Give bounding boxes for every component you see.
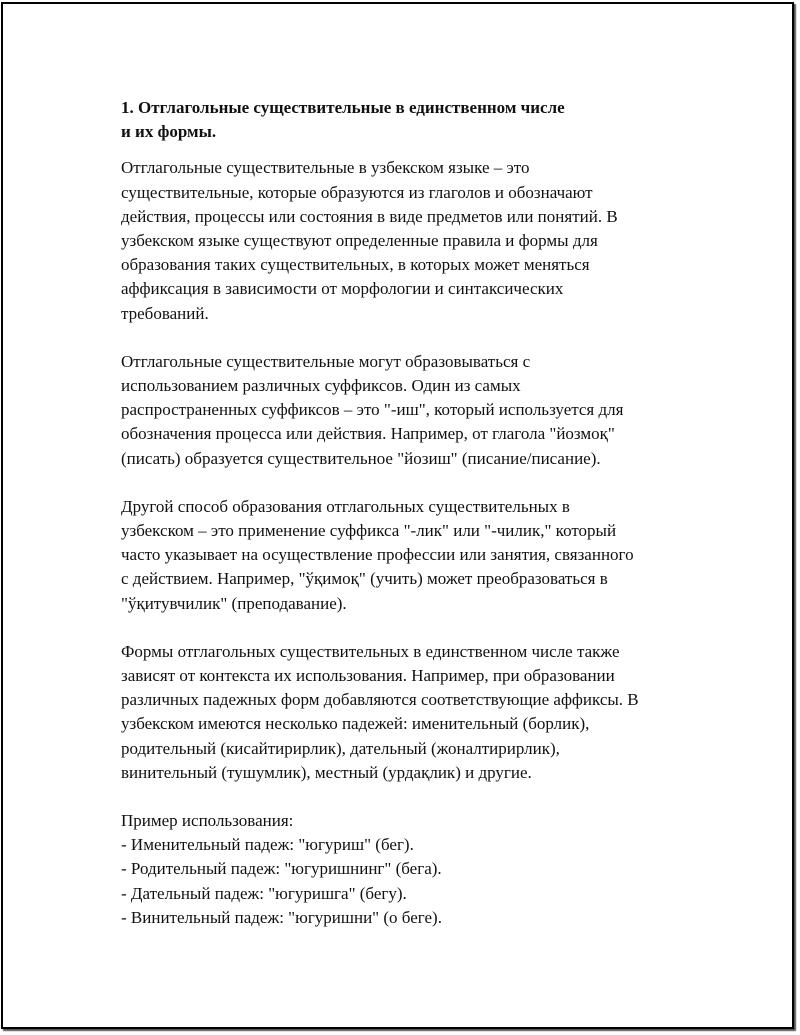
- text-line: действия, процессы или состояния в виде предметов или понятий. В: [121, 206, 618, 226]
- paragraph-1: [121, 156, 696, 325]
- example-title: Пример использования:: [121, 811, 294, 831]
- text-line: использованием различных суффиксов. Один из самых: [121, 376, 521, 396]
- text-line: различных падежных форм добавляются соответствующие аффиксы. В: [121, 690, 639, 710]
- example-item: - Родительный падеж: "югуришнинг" (бега).: [121, 859, 442, 879]
- heading-line: 1. Отглагольные существительные в единственном числе: [121, 98, 565, 117]
- text-line: существительные, которые образуются из глаголов и обозначают: [121, 182, 593, 202]
- example-item: - Винительный падеж: "югуришни" (о беге).: [121, 907, 442, 927]
- heading-line: и их формы.: [121, 122, 217, 142]
- text-line: Отглагольные существительные могут образовываться с: [121, 351, 531, 371]
- text-line: требований.: [121, 303, 209, 323]
- text-line: винительный (тушумлик), местный (урдақлик) и другие.: [121, 762, 532, 782]
- text-line: зависят от контекста их использования. Например, при образовании: [121, 666, 615, 686]
- text-line: аффиксация в зависимости от морфологии и синтаксических: [121, 279, 564, 299]
- document-content: [121, 96, 696, 930]
- example-item: - Дательный падеж: "югуришга" (бегу).: [121, 883, 407, 903]
- paragraph-3: [121, 495, 696, 616]
- text-line: с действием. Например, "ўқимоқ" (учить) может преобразоваться в: [121, 569, 608, 589]
- section-heading: [121, 96, 696, 144]
- example-list: [121, 809, 696, 930]
- example-item: - Именительный падеж: "югуриш" (бег).: [121, 835, 414, 855]
- text-line: узбекском – это применение суффикса "-лик" или "-чилик," который: [121, 521, 617, 541]
- text-line: распространенных суффиксов – это "-иш", который используется для: [121, 400, 624, 420]
- paragraph-2: [121, 350, 696, 471]
- text-line: "ўқитувчилик" (преподавание).: [121, 593, 347, 613]
- text-line: часто указывает на осуществление профессии или занятия, связанного: [121, 545, 634, 565]
- text-line: узбекском имеются несколько падежей: именительный (борлик),: [121, 714, 590, 734]
- text-line: Отглагольные существительные в узбекском языке – это: [121, 158, 530, 178]
- text-line: Другой способ образования отглагольных существительных в: [121, 496, 570, 516]
- text-line: (писать) образуется существительное "йозиш" (писание/писание).: [121, 448, 601, 468]
- text-line: обозначения процесса или действия. Например, от глагола "йозмоқ": [121, 424, 615, 444]
- text-line: образования таких существительных, в которых может меняться: [121, 255, 590, 275]
- text-line: Формы отглагольных существительных в единственном числе также: [121, 641, 620, 661]
- document-page: [1, 2, 794, 1029]
- paragraph-4: [121, 640, 696, 785]
- text-line: узбекском языке существуют определенные правила и формы для: [121, 231, 598, 251]
- text-line: родительный (кисайтирирлик), дательный (жоналтирирлик),: [121, 738, 560, 758]
